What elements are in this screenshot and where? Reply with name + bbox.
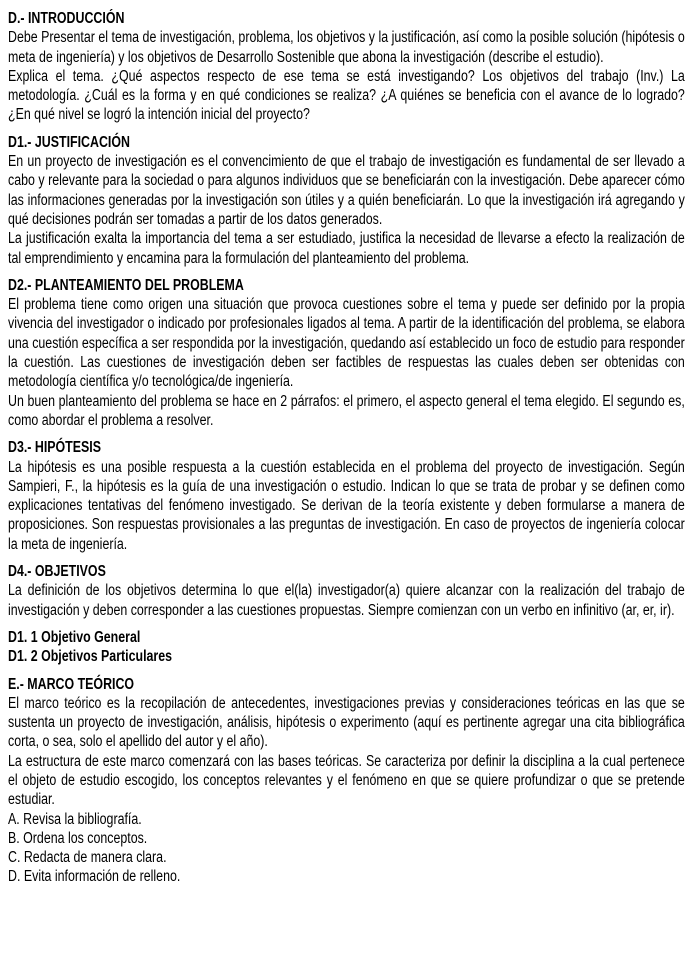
section-heading: D1.- JUSTIFICACIÓN — [8, 133, 130, 151]
paragraph: Explica el tema. ¿Qué aspectos respecto de ese tema se está investigando? Los objetivos del trabajo (Inv.) La metodología. ¿Cuál es la forma y en qué condiciones se realiza? ¿A quiénes se beneficia con el avance de lo logrado? ¿En qué nivel se logró la intención inicial del proyecto? — [8, 67, 685, 124]
paragraph: El marco teórico es la recopilación de antecedentes, investigaciones previas y consideraciones teóricas en las que se sustenta un proyecto de investigación, análisis, hipótesis o experimento (aquí es pertinente agregar una cita bibliográfica corta, o sea, solo el apellido del autor y el año). — [8, 694, 685, 751]
section-heading: D4.- OBJETIVOS — [8, 563, 106, 581]
document-page — [8, 9, 685, 887]
paragraph: El problema tiene como origen una situación que provoca cuestiones sobre el tema y puede ser definido por la propia vivencia del investigador o indicado por profesionales ligados al tema. A partir de la identificación del problema, se elabora una cuestión específica a ser respondida por la investigación, quedando así establecido un foco de estudio para responder la cuestión. Las cuestiones de investigación deben ser factibles de respuestas las cuales deben ser obtenidas con metodología científica y/o tecnológica/de ingeniería. — [8, 296, 685, 391]
paragraph: Un buen planteamiento del problema se hace en 2 párrafos: el primero, el aspecto general el tema elegido. El segundo es, como abordar el problema a resolver. — [8, 392, 685, 429]
paragraph: En un proyecto de investigación es el convencimiento de que el trabajo de investigación es fundamental de ser llevado a cabo y relevante para la sociedad o para algunos individuos que se beneficiarán con la investigación. Debe aparecer cómo las informaciones generadas por la investigación son útiles y a quién beneficiarán. Lo que la investigación irá agregando y qué decisiones podrán ser tomadas a partir de los datos generados. — [8, 153, 685, 228]
section-heading: E.- MARCO TEÓRICO — [8, 675, 135, 693]
paragraph: La definición de los objetivos determina lo que el(la) investigador(a) quiere alcanzar con la realización del trabajo de investigación y deben corresponder a las cuestiones propuestas. Siempre comienzan con un verbo en infinitivo (ar, er, ir). — [8, 582, 685, 619]
section-heading: D2.- PLANTEAMIENTO DEL PROBLEMA — [8, 276, 244, 294]
paragraph: Debe Presentar el tema de investigación, problema, los objetivos y la justificación, así como la posible solución (hipótesis o meta de ingeniería) y los objetivos de Desarrollo Sostenible que abona la investigación (describe el estudio). — [8, 29, 685, 66]
section-heading: D.- INTRODUCCIÓN — [8, 10, 125, 27]
section-heading: D1. 1 Objetivo General — [8, 628, 141, 646]
list-line: C. Redacta de manera clara. — [8, 849, 167, 867]
list-line: D. Evita información de relleno. — [8, 868, 181, 886]
section-heading: D3.- HIPÓTESIS — [8, 439, 102, 457]
list-line: B. Ordena los conceptos. — [8, 829, 148, 847]
paragraph: La justificación exalta la importancia del tema a ser estudiado, justifica la necesidad de llevarse a efecto la realización de tal emprendimiento y encamina para la formulación del planteamiento del problema. — [8, 230, 685, 267]
paragraph: La estructura de este marco comenzará con las bases teóricas. Se caracteriza por definir la disciplina a la cual pertenece el objeto de estudio escogido, los conceptos relevantes y el fenómeno en que se quiere profundizar o que se pretende estudiar. — [8, 752, 685, 809]
list-line: A. Revisa la bibliografía. — [8, 810, 142, 828]
paragraph: La hipótesis es una posible respuesta a la cuestión establecida en el problema del proyecto de investigación. Según Sampieri, F., la hipótesis es la guía de una investigación o estudio. Indican lo que se trata de probar y se definen como explicaciones tentativas del fenómeno investigado. Se derivan de la teoría existente y deben formularse a manera de proposiciones. Son respuestas provisionales a las preguntas de investigación. En caso de proyectos de ingeniería colocar la meta de ingeniería. — [8, 458, 685, 553]
bold-line: D1. 2 Objetivos Particulares — [8, 648, 173, 666]
